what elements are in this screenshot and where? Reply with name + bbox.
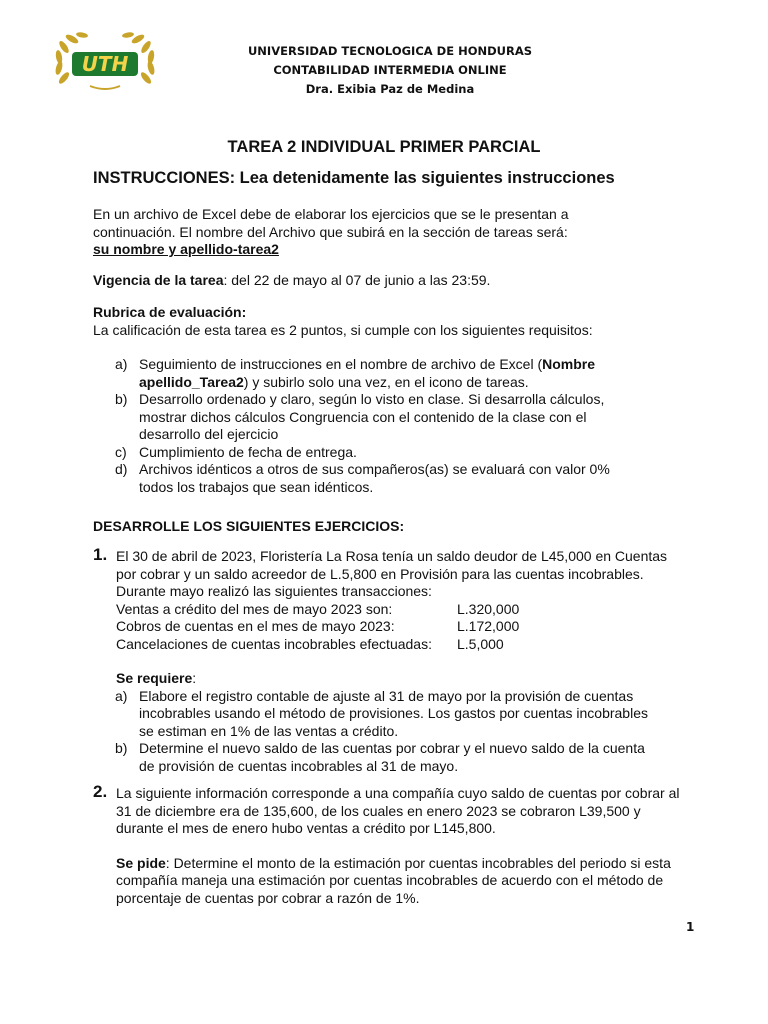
intro-line: continuación. El nombre del Archivo que subirá en la sección de tareas será: (93, 223, 568, 240)
intro-paragraph (93, 206, 693, 259)
intro-line: En un archivo de Excel debe de elaborar los ejercicios que se le presentan a (93, 206, 569, 222)
exercise-text: El 30 de abril de 2023, Floristería La Rosa tenía un saldo deudor de L45,000 en Cuentas (116, 548, 668, 564)
list-text: todos los trabajos que sean idénticos. (139, 478, 374, 495)
transaction-label: Ventas a crédito del mes de mayo 2023 son: (116, 600, 393, 617)
page-number: 1 (686, 920, 695, 934)
transaction-label: Cobros de cuentas en el mes de mayo 2023: (116, 618, 395, 634)
exercise-text: durante el mes de enero hubo ventas a crédito por L145,800. (116, 820, 496, 836)
list-marker: a) (115, 687, 128, 704)
exercise-text: porcentaje de cuentas por cobrar a razón de 1%. (116, 889, 420, 906)
list-item (93, 740, 691, 775)
document-header (180, 42, 600, 99)
exercise-2 (116, 785, 691, 907)
filename-format: su nombre y apellido-tarea2 (93, 241, 279, 257)
exercise-text: La siguiente información corresponde a una compañía cuyo saldo de cuentas por cobrar al (116, 785, 680, 801)
list-text: Desarrollo ordenado y claro, según lo visto en clase. Si desarrolla cálculos, (139, 391, 605, 407)
list-text-bold: apellido_Tarea2 (139, 373, 244, 390)
exercise-text: : Determine el monto de la estimación por cuentas incobrables del periodo si esta (165, 854, 671, 871)
uth-logo (50, 30, 160, 95)
list-text: Archivos idénticos a otros de sus compañeros(as) se evaluará con valor 0% (139, 461, 610, 477)
instructor-name: Dra. Exibia Paz de Medina (305, 82, 475, 96)
exercise-text: por cobrar y un saldo acreedor de L.5,800 en Provisión para las cuentas incobrables. (116, 565, 644, 582)
instructions-heading: INSTRUCCIONES: Lea detenidamente las siguientes instrucciones (93, 169, 615, 187)
assignment-title: TAREA 2 INDIVIDUAL PRIMER PARCIAL (227, 138, 541, 156)
requirement-heading (116, 670, 691, 688)
exercise-text: Durante mayo realizó las siguientes transacciones: (116, 583, 432, 599)
list-marker: b) (115, 740, 128, 756)
requirement-colon: : (192, 670, 197, 686)
exercise-number: 2. (93, 782, 108, 801)
transaction-amount: L.5,000 (457, 635, 504, 652)
pide-label: Se pide (116, 854, 166, 871)
list-marker: d) (115, 461, 128, 477)
list-item (93, 391, 693, 444)
rubric-list (93, 356, 693, 496)
list-text: ) y subirlo solo una vez, en el icono de tareas. (243, 373, 529, 390)
list-text: de provisión de cuentas incobrables al 31 de mayo. (139, 757, 459, 774)
rubric-text: La calificación de esta tarea es 2 puntos, si cumple con los siguientes requisitos: (93, 321, 593, 338)
rubric-heading: Rubrica de evaluación: (93, 304, 247, 320)
list-text: Determine el nuevo saldo de las cuentas por cobrar y el nuevo saldo de la cuenta (139, 740, 645, 756)
exercise-text: 31 de diciembre era de 135,600, de los cuales en enero 2023 se cobraron L39,500 y (116, 802, 641, 819)
exercise-text: compañía maneja una estimación por cuentas incobrables de acuerdo con el método de (116, 872, 664, 888)
transaction-row (116, 618, 691, 636)
transaction-amount: L.172,000 (457, 618, 520, 634)
rubric-section (93, 304, 693, 339)
list-text: mostrar dichos cálculos Congruencia con el contenido de la clase con el (139, 408, 587, 425)
transaction-row (116, 636, 691, 654)
transaction-amount: L.320,000 (457, 600, 520, 617)
transaction-row (116, 601, 691, 619)
list-text: desarrollo del ejercicio (139, 426, 279, 442)
list-text: Cumplimiento de fecha de entrega. (139, 443, 357, 460)
list-text: Seguimiento de instrucciones en el nombre de archivo de Excel ( (139, 356, 543, 372)
list-text-bold: Nombre (542, 356, 596, 372)
list-item (93, 688, 691, 741)
course-name: CONTABILIDAD INTERMEDIA ONLINE (273, 63, 507, 77)
transaction-label: Cancelaciones de cuentas incobrables efectuadas: (116, 635, 432, 652)
list-marker: c) (115, 443, 127, 460)
list-item (93, 444, 693, 462)
list-marker: b) (115, 391, 128, 407)
exercise-number: 1. (93, 545, 108, 564)
deadline-line (93, 272, 693, 290)
deadline-label: Vigencia de la tarea (93, 272, 224, 288)
list-text: se estiman en 1% de las ventas a crédito. (139, 722, 399, 739)
list-text: incobrables usando el método de provisiones. Los gastos por cuentas incobrables (139, 705, 648, 721)
deadline-text: : del 22 de mayo al 07 de junio a las 23:59. (223, 272, 491, 288)
list-text: Elabore el registro contable de ajuste al 31 de mayo por la provisión de cuentas (139, 687, 634, 704)
list-marker: a) (115, 356, 128, 372)
exercises-heading: DESARROLLE LOS SIGUIENTES EJERCICIOS: (93, 518, 405, 534)
list-item (93, 356, 693, 391)
exercise-1 (116, 548, 691, 775)
list-item (93, 461, 693, 496)
university-name: UNIVERSIDAD TECNOLOGICA DE HONDURAS (247, 44, 533, 58)
logo-text: UTH (81, 52, 129, 76)
requirement-label: Se requiere (116, 670, 193, 686)
